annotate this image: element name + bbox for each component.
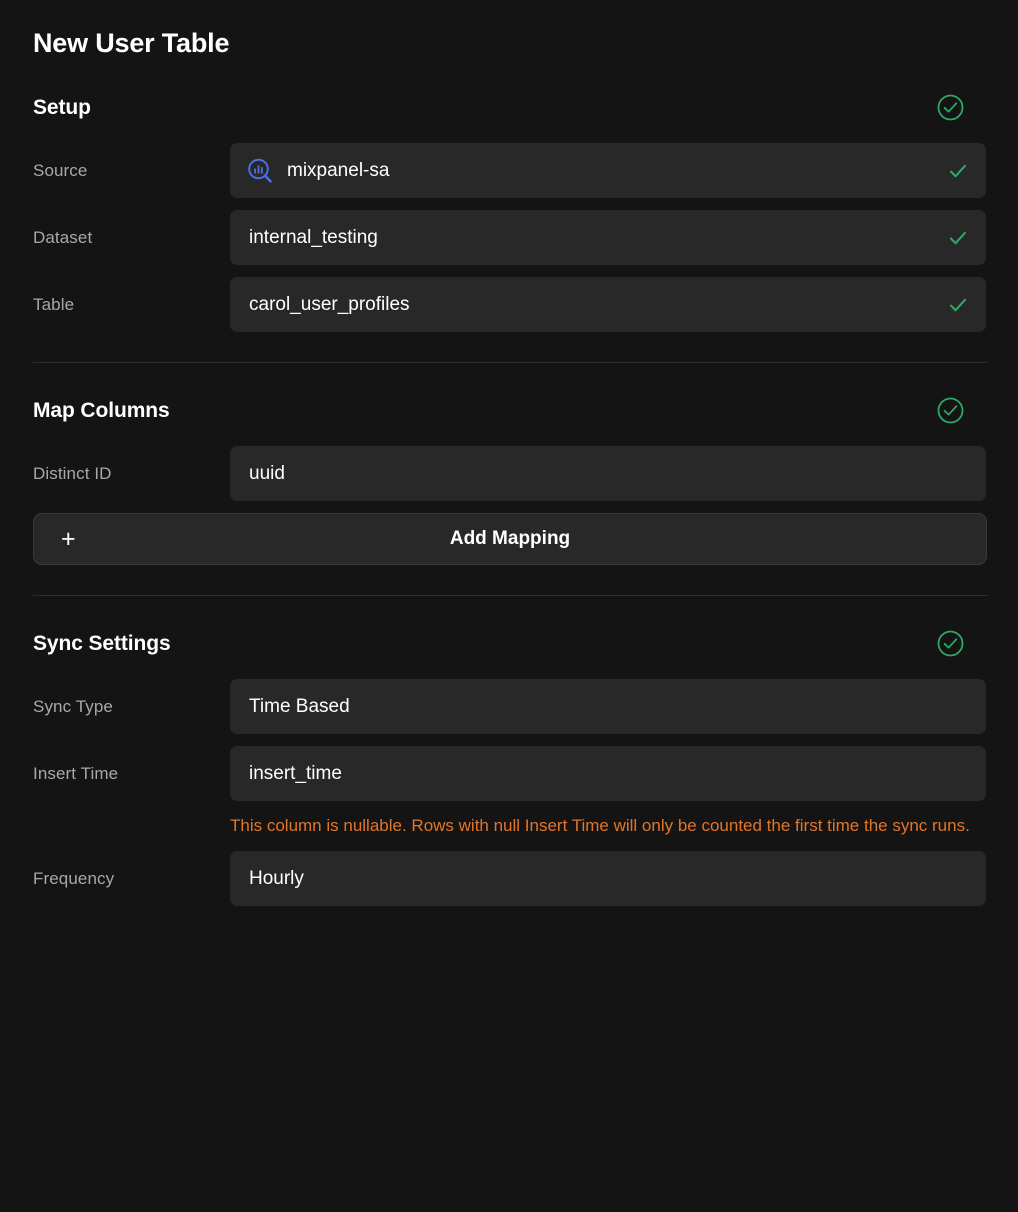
dataset-value: internal_testing bbox=[249, 226, 378, 248]
table-value: carol_user_profiles bbox=[249, 293, 410, 315]
field-label-dataset: Dataset bbox=[33, 227, 93, 247]
section-sync-settings bbox=[33, 630, 986, 906]
field-label-insert-time: Insert Time bbox=[33, 763, 119, 783]
section-header-setup bbox=[33, 94, 986, 121]
section-map-columns bbox=[33, 397, 986, 565]
field-row-source bbox=[33, 143, 986, 198]
field-row-dataset bbox=[33, 210, 986, 265]
section-title-map-columns: Map Columns bbox=[33, 398, 170, 422]
mixpanel-source-icon bbox=[246, 157, 274, 185]
table-select[interactable] bbox=[230, 277, 986, 332]
frequency-value: Hourly bbox=[249, 867, 304, 889]
field-label-frequency: Frequency bbox=[33, 868, 115, 888]
section-title-setup: Setup bbox=[33, 95, 91, 119]
distinct-id-value: uuid bbox=[249, 462, 285, 484]
sync-type-value: Time Based bbox=[249, 695, 350, 717]
dataset-select[interactable] bbox=[230, 210, 986, 265]
field-label-sync-type: Sync Type bbox=[33, 696, 113, 716]
check-circle-icon bbox=[937, 630, 964, 657]
insert-time-warning: This column is nullable. Rows with null Insert Time will only be counted the first time the sync runs. bbox=[230, 816, 970, 835]
field-row-insert-time bbox=[33, 746, 986, 801]
check-circle-icon bbox=[937, 94, 964, 121]
source-select[interactable] bbox=[230, 143, 986, 198]
add-mapping-label: Add Mapping bbox=[449, 528, 571, 549]
section-title-sync-settings: Sync Settings bbox=[33, 631, 171, 655]
check-circle-icon bbox=[937, 397, 964, 424]
field-label-source: Source bbox=[33, 160, 88, 180]
insert-time-value: insert_time bbox=[249, 762, 342, 784]
add-mapping-button[interactable] bbox=[33, 513, 987, 565]
field-row-distinct-id bbox=[33, 446, 986, 501]
field-row-table bbox=[33, 277, 986, 332]
source-value: mixpanel-sa bbox=[287, 159, 390, 181]
check-icon bbox=[948, 295, 968, 315]
field-label-distinct-id: Distinct ID bbox=[33, 463, 112, 483]
field-row-sync-type bbox=[33, 679, 986, 734]
distinct-id-select[interactable] bbox=[230, 446, 986, 501]
section-header-sync-settings bbox=[33, 630, 986, 657]
field-label-table: Table bbox=[33, 294, 75, 314]
field-row-frequency bbox=[33, 851, 986, 906]
page-title: New User Table bbox=[33, 28, 230, 58]
insert-time-select[interactable] bbox=[230, 746, 986, 801]
check-icon bbox=[948, 228, 968, 248]
divider bbox=[33, 595, 987, 596]
frequency-select[interactable] bbox=[230, 851, 986, 906]
sync-type-select[interactable] bbox=[230, 679, 986, 734]
check-icon bbox=[948, 161, 968, 181]
plus-icon: + bbox=[61, 524, 76, 553]
divider bbox=[33, 362, 987, 363]
section-setup bbox=[33, 94, 986, 332]
section-header-map-columns bbox=[33, 397, 986, 424]
